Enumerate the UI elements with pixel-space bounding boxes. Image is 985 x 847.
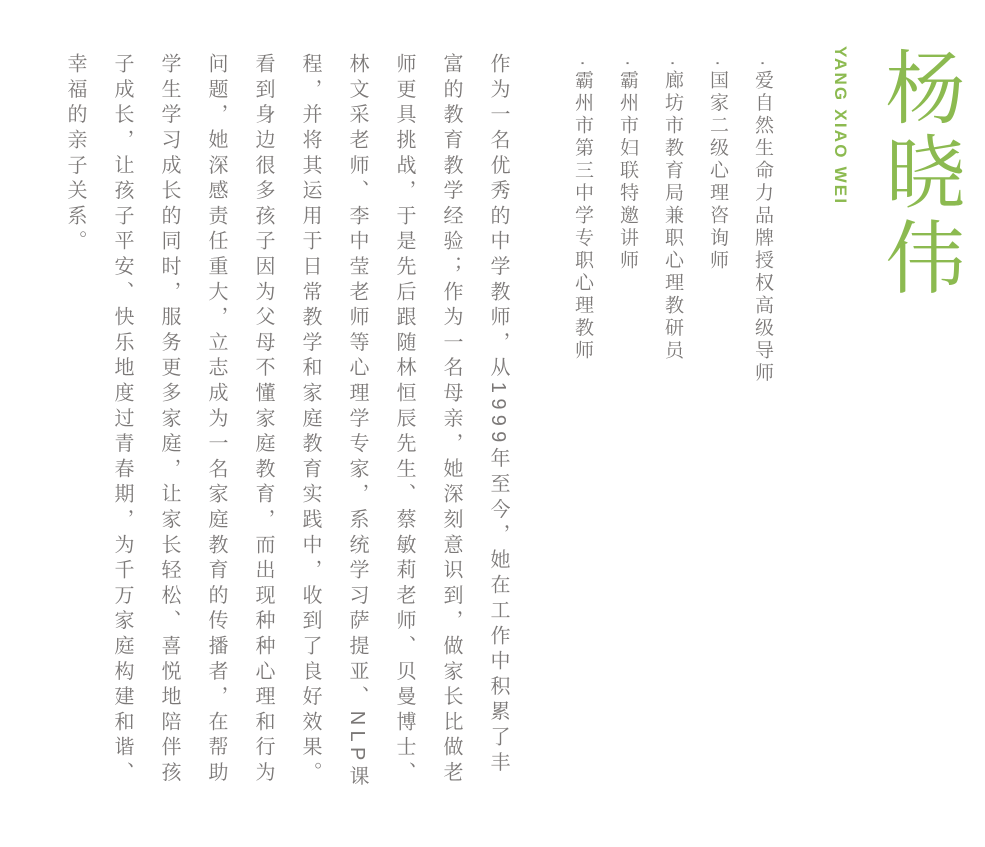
bio-paragraph2-column: 学生学习成长的同时，服务更多家庭，让家长轻松、喜悦地陪伴孩	[158, 53, 180, 787]
profile-name: 杨晓伟	[872, 46, 965, 301]
credential-text: 爱自然生命力品牌授权高级导师	[752, 69, 773, 385]
credential-text: 廊坊市教育局兼职心理教研员	[662, 69, 683, 363]
bio-paragraph2-column: 子成长，让孩子平安、快乐地度过青春期，为千万家庭构建和谐、	[111, 53, 133, 787]
credential-text: 霸州市第三中学专职心理教师	[572, 69, 593, 363]
profile-name-romanized: YANG XIAO WEI	[831, 46, 850, 206]
credential-text: 国家二级心理咨询师	[707, 69, 728, 273]
bio-paragraph2-column: 问题，她深感责任重大，立志成为一名家庭教育的传播者，在帮助	[205, 53, 227, 787]
bio-paragraph1-column: 富的教育教学经验；作为一名母亲，她深刻意识到，做家长比做老	[440, 53, 462, 787]
credential-text: 霸州市妇联特邀讲师	[617, 69, 638, 273]
bio-paragraph2-column: 看到身边很多孩子因为父母不懂家庭教育，而出现种种心理和行为	[252, 53, 274, 787]
credential-item	[560, 60, 605, 480]
bio-text	[51, 53, 521, 833]
bio-paragraph2-column: 幸福的亲子关系。	[64, 53, 86, 256]
bio-paragraph1-column: 林文采老师、李中莹老师等心理学专家，系统学习萨提亚、NLP课	[346, 53, 368, 791]
credentials-list	[560, 60, 785, 480]
name-block	[827, 46, 969, 486]
bio-paragraph1-column: 程，并将其运用于日常教学和家庭教育实践中，收到了良好效果。	[299, 53, 321, 787]
credential-item	[605, 60, 650, 480]
credential-item	[740, 60, 785, 480]
bullet-icon: ·	[617, 60, 638, 70]
bullet-icon: ·	[752, 60, 773, 70]
bullet-icon: ·	[662, 60, 683, 70]
credential-item	[695, 60, 740, 480]
bio-paragraph1-column: 师更具挑战，于是先后跟随林恒辰先生、蔡敏莉老师、贝曼博士、	[393, 53, 415, 787]
bio-paragraph1-column: 作为一名优秀的中学教师，从1999年至今，她在工作中积累了丰	[487, 53, 509, 777]
bullet-icon: ·	[707, 60, 728, 70]
credential-item	[650, 60, 695, 480]
bullet-icon: ·	[572, 60, 593, 70]
